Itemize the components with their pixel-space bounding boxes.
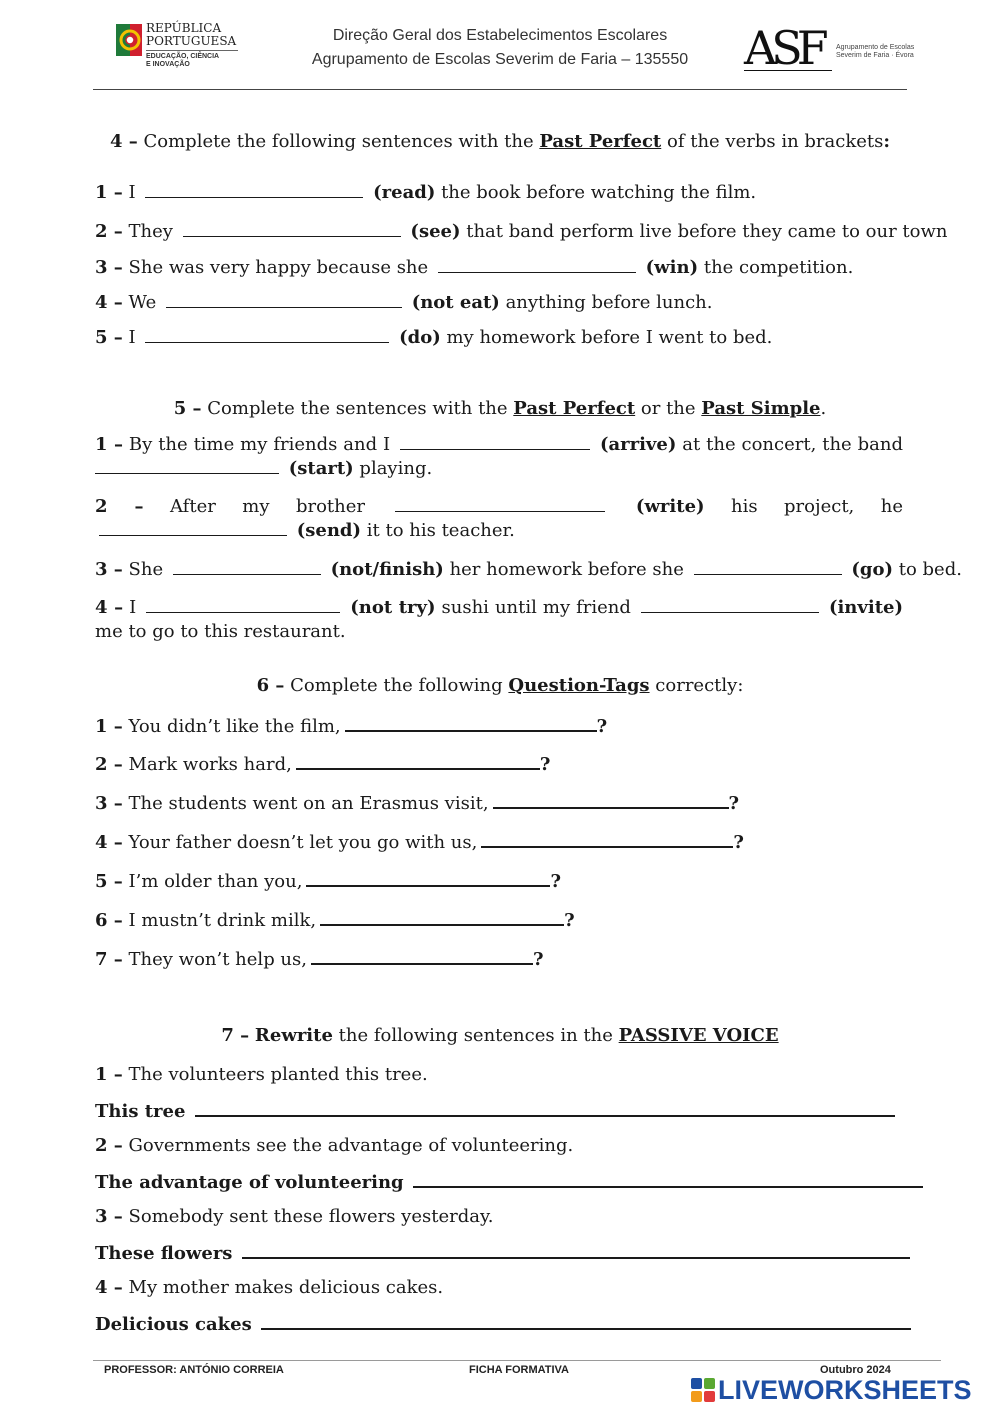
item-text: my homework before I went to bed. — [446, 327, 773, 348]
question-mark: ? — [532, 949, 544, 970]
ex7-sentence — [95, 1064, 428, 1085]
ex5-key1: Past Perfect — [513, 398, 636, 419]
item-number: 6 – — [95, 910, 123, 931]
ex5-number: 5 – — [173, 398, 202, 419]
answer-blank[interactable] — [306, 869, 550, 887]
answer-blank[interactable] — [400, 433, 590, 450]
item-text: The students went on an Erasmus visit, — [128, 793, 489, 814]
ex4-key: Past Perfect — [539, 131, 662, 152]
answer-blank[interactable] — [311, 947, 533, 965]
item-text: his project, he — [731, 496, 903, 517]
ex4-number: 4 – — [109, 131, 138, 152]
item-number: 5 – — [95, 327, 123, 348]
item-text: We — [128, 292, 157, 313]
liveworksheets-wordmark: LIVEWORKSHEETS — [718, 1375, 972, 1405]
asf-logo-mark: ASF — [744, 21, 823, 75]
item-text: The volunteers planted this tree. — [128, 1064, 428, 1085]
asf-sub1: Agrupamento de Escolas — [836, 44, 915, 51]
question-mark: ? — [728, 793, 740, 814]
item-text: at the concert, the band — [682, 434, 903, 455]
question-mark: ? — [596, 716, 608, 737]
item-number: 5 – — [95, 871, 123, 892]
verb-hint: (win) — [645, 257, 699, 278]
header-title-line2: Agrupamento de Escolas Severim de Faria – 135550 — [311, 51, 689, 68]
ex7-rewrite — [95, 1099, 899, 1122]
verb-hint: (not try) — [350, 597, 436, 618]
item-text: sushi until my friend — [441, 597, 631, 618]
ex5-item — [95, 433, 903, 481]
ex6-item — [95, 830, 744, 853]
ex6-item — [95, 714, 607, 737]
item-number: 7 – — [95, 949, 123, 970]
item-text: Governments see the advantage of volunteering. — [128, 1135, 574, 1156]
ex5-item — [95, 495, 903, 543]
answer-blank[interactable] — [345, 714, 597, 732]
item-number: 4 – — [95, 597, 124, 618]
ex5-text-end: . — [820, 398, 827, 419]
item-text: They won’t help us, — [128, 949, 307, 970]
item-text: to bed. — [898, 559, 962, 580]
ex6-item — [95, 791, 739, 814]
ex7-key: PASSIVE VOICE — [618, 1025, 779, 1046]
republica-line2: PORTUGUESA — [146, 34, 237, 48]
item-number: 3 – — [95, 793, 123, 814]
ex7-text-mid: the following sentences in the — [338, 1025, 613, 1046]
ex6-item — [95, 869, 561, 892]
ex5-text-pre: Complete the sentences with the — [207, 398, 508, 419]
answer-blank[interactable] — [438, 256, 636, 273]
item-number: 2 – — [95, 221, 123, 242]
item-number: 3 – — [95, 257, 123, 278]
ex5-key2: Past Simple — [701, 398, 821, 419]
item-text: the book before watching the film. — [441, 182, 757, 203]
ex7-heading — [0, 1025, 1000, 1046]
header-divider — [93, 89, 907, 90]
ex5-heading — [0, 398, 1000, 419]
footer-teacher: PROFESSOR: ANTÓNIO CORREIA — [104, 1364, 284, 1376]
item-text: I — [128, 182, 136, 203]
answer-blank[interactable] — [261, 1312, 911, 1330]
ex5-item — [95, 596, 903, 644]
item-number: 3 – — [95, 1206, 123, 1227]
verb-hint: (do) — [399, 327, 441, 348]
item-text: playing. — [359, 458, 433, 479]
ex7-number: 7 – — [221, 1025, 250, 1046]
item-text: the competition. — [703, 257, 854, 278]
verb-hint: (send) — [296, 520, 362, 541]
item-number: 4 – — [95, 292, 123, 313]
verb-hint: (read) — [373, 182, 436, 203]
ex7-rewrite — [95, 1170, 927, 1193]
question-mark: ? — [564, 910, 575, 931]
republica-logo — [112, 20, 242, 76]
ex7-verb: Rewrite — [254, 1025, 333, 1046]
verb-hint: (go) — [851, 559, 893, 580]
ex4-item — [95, 181, 756, 203]
item-number: 1 – — [95, 434, 123, 455]
item-text: After my brother — [169, 496, 366, 517]
item-number: 1 – — [95, 716, 123, 737]
item-text: I mustn’t drink milk, — [128, 910, 317, 931]
ex4-item — [95, 220, 947, 242]
ex7-sentence — [95, 1277, 443, 1298]
item-text: anything before lunch. — [505, 292, 713, 313]
ex4-colon: : — [883, 131, 891, 152]
item-text: They — [128, 221, 173, 242]
item-number: 1 – — [95, 1064, 123, 1085]
ex6-item — [95, 752, 550, 775]
answer-blank[interactable] — [242, 1241, 910, 1259]
verb-hint: (not/finish) — [330, 559, 444, 580]
answer-blank[interactable] — [413, 1170, 923, 1188]
verb-hint: (arrive) — [599, 434, 677, 455]
ex4-text-pre: Complete the following sentences with the — [143, 131, 534, 152]
answer-blank[interactable] — [493, 791, 729, 809]
ex6-item — [95, 908, 575, 931]
item-text: I — [129, 597, 137, 618]
question-mark: ? — [733, 832, 744, 853]
liveworksheets-badge-icon — [690, 1377, 716, 1403]
ex6-key: Question-Tags — [508, 675, 650, 696]
answer-blank[interactable] — [296, 752, 540, 770]
answer-blank[interactable] — [166, 291, 402, 308]
republica-sub2: E INOVAÇÃO — [146, 61, 190, 68]
ex7-rewrite — [95, 1312, 915, 1335]
liveworksheets-logo[interactable] — [690, 1374, 990, 1406]
ex4-item — [95, 291, 712, 313]
answer-blank[interactable] — [173, 558, 321, 575]
item-text: I’m older than you, — [128, 871, 303, 892]
answer-blank[interactable] — [145, 326, 389, 343]
item-number: 3 – — [95, 559, 123, 580]
portugal-emblem-icon — [112, 20, 146, 60]
item-text: My mother makes delicious cakes. — [128, 1277, 444, 1298]
item-number: 4 – — [95, 1277, 123, 1298]
verb-hint: (invite) — [828, 597, 903, 618]
verb-hint: (not eat) — [411, 292, 500, 313]
verb-hint: (start) — [288, 458, 354, 479]
item-number: 1 – — [95, 182, 123, 203]
republica-line1: REPÚBLICA — [146, 21, 222, 35]
ex6-number: 6 – — [256, 675, 285, 696]
question-mark: ? — [550, 871, 561, 892]
item-text: Mark works hard, — [128, 754, 292, 775]
ex4-text-post: of the verbs in brackets — [666, 131, 884, 152]
item-text: her homework before she — [449, 559, 684, 580]
footer-divider — [93, 1360, 941, 1361]
ex5-text-mid: or the — [640, 398, 696, 419]
answer-blank[interactable] — [145, 181, 363, 198]
ex6-item — [95, 947, 544, 970]
footer-date: Outubro 2024 — [820, 1364, 891, 1376]
item-text: it to his teacher. — [366, 520, 515, 541]
answer-blank[interactable] — [183, 220, 401, 237]
item-number: 2 – — [95, 1135, 123, 1156]
ex6-text-post: correctly: — [655, 675, 744, 696]
ex5-item — [95, 558, 962, 580]
item-text: By the time my friends and I — [128, 434, 391, 455]
header-title — [250, 24, 750, 72]
item-text: Your father doesn’t let you go with us, — [128, 832, 478, 853]
item-number: 2 – — [95, 496, 144, 517]
ex7-sentence — [95, 1135, 573, 1156]
rewrite-start: Delicious cakes — [95, 1314, 252, 1335]
verb-hint: (see) — [410, 221, 461, 242]
answer-blank[interactable] — [146, 596, 340, 613]
ex6-text-pre: Complete the following — [290, 675, 503, 696]
answer-blank[interactable] — [320, 908, 564, 926]
item-number: 4 – — [95, 832, 123, 853]
item-number: 2 – — [95, 754, 123, 775]
answer-blank[interactable] — [99, 519, 287, 536]
ex7-rewrite — [95, 1241, 914, 1264]
item-text: that band perform live before they came to our town — [466, 221, 948, 242]
question-mark: ? — [539, 754, 551, 775]
asf-logo — [744, 22, 914, 78]
ex4-item — [95, 326, 772, 348]
ex6-heading — [0, 675, 1000, 696]
verb-hint: (write) — [635, 496, 705, 517]
ex4-item — [95, 256, 853, 278]
item-text: me to go to this restaurant. — [95, 621, 346, 642]
rewrite-start: This tree — [95, 1101, 186, 1122]
ex4-heading — [0, 131, 1000, 152]
header-title-line1: Direção Geral dos Estabelecimentos Escolares — [332, 27, 668, 44]
item-text: She was very happy because she — [128, 257, 429, 278]
asf-sub2: Severim de Faria · Évora — [836, 52, 914, 59]
answer-blank[interactable] — [641, 596, 819, 613]
answer-blank[interactable] — [195, 1099, 895, 1117]
item-text: She — [128, 559, 164, 580]
item-text: You didn’t like the film, — [128, 716, 341, 737]
item-text: Somebody sent these flowers yesterday. — [128, 1206, 494, 1227]
item-text: I — [128, 327, 136, 348]
rewrite-start: The advantage of volunteering — [95, 1172, 404, 1193]
republica-sub1: EDUCAÇÃO, CIÊNCIA — [146, 53, 220, 60]
footer-doc-type: FICHA FORMATIVA — [469, 1364, 570, 1376]
ex7-sentence — [95, 1206, 494, 1227]
answer-blank[interactable] — [395, 495, 605, 512]
answer-blank[interactable] — [694, 558, 842, 575]
answer-blank[interactable] — [95, 457, 279, 474]
answer-blank[interactable] — [481, 830, 733, 848]
rewrite-start: These flowers — [95, 1243, 233, 1264]
